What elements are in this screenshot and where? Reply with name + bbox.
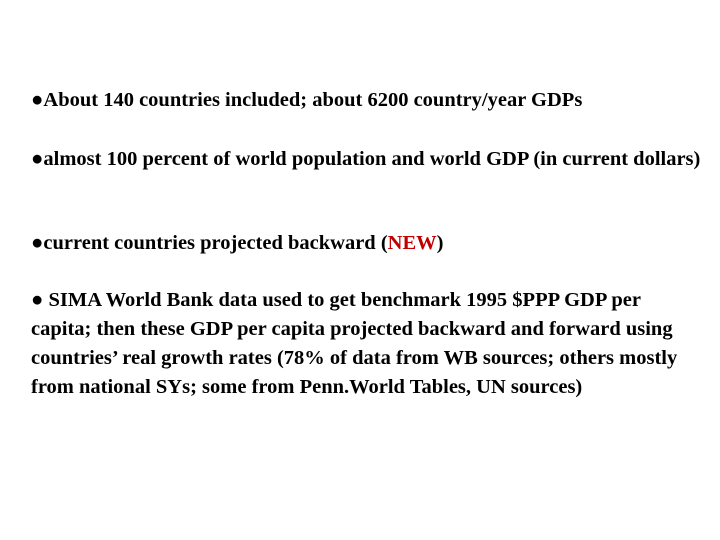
bullet-dot-icon: ● <box>31 148 44 170</box>
bullet-text: almost 100 percent of world population and world GDP (in current dollars) <box>43 148 701 170</box>
bullet-item-sima-data <box>31 286 701 402</box>
bullet-item-projection <box>31 229 701 258</box>
bullet-text-before: current countries projected backward ( <box>43 232 388 254</box>
bullet-text: SIMA World Bank data used to get benchmark 1995 $PPP GDP per capita; then these GDP per capita projected backward and forward using countries’ real growth rates (78% of data from WB sources; others mostly from national SYs; some from Penn.World Tables, UN sources) <box>31 289 678 398</box>
bullet-dot-icon: ● <box>31 89 44 111</box>
bullet-text: About 140 countries included; about 6200 country/year GDPs <box>43 89 583 111</box>
bullet-item-coverage <box>31 145 701 174</box>
bullet-text-after: ) <box>436 232 444 254</box>
bullet-item-countries <box>31 86 701 115</box>
bullet-dot-icon: ● <box>31 232 44 254</box>
new-highlight: NEW <box>387 232 437 254</box>
bullet-dot-icon: ● <box>31 289 44 311</box>
